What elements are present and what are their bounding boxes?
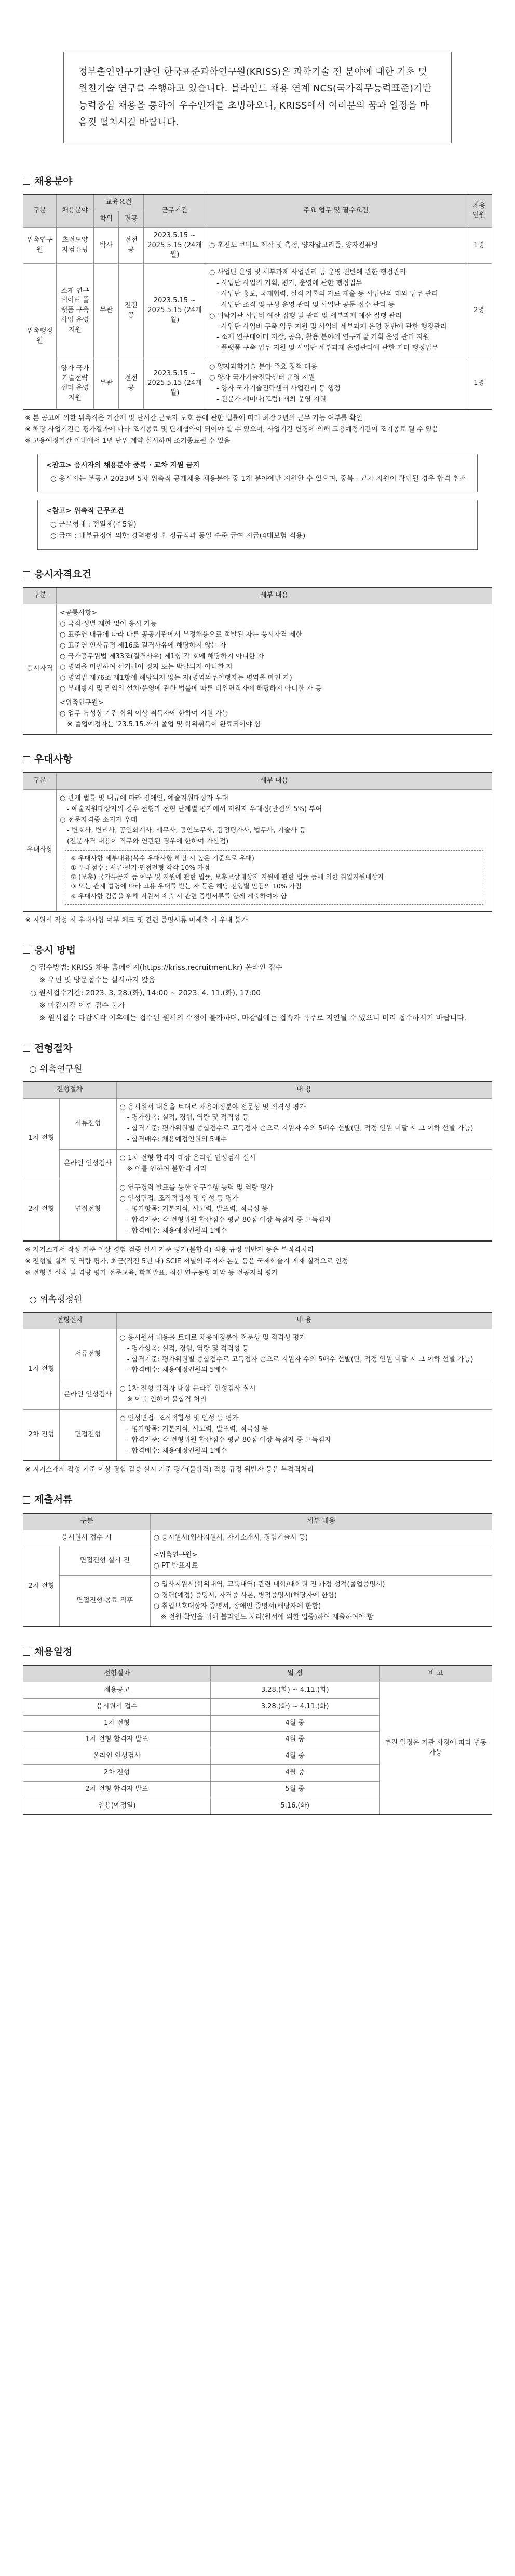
table-row	[23, 789, 492, 911]
duty-item: ○ 사업단 운영 및 세부과제 사업관리 등 운영 전반에 관한 행정관리	[209, 268, 406, 277]
table-cell: 면접전형 종료 직후	[60, 1576, 151, 1627]
list-item: (전문자격 내용이 직무와 연관된 경우에 한하여 가산점)	[67, 838, 229, 846]
table-cell: 2차 전형	[23, 1546, 60, 1627]
duty-item: ○ 위탁기관 사업비 예산 집행 및 관리 및 세부과제 예산 집행 관리	[209, 312, 402, 320]
list-item: - 합격기준: 평가위원별 종합점수로 고득점자 순으로 지원자 수의 5배수 선발(단, 적정 인원 미달 시 그 이하 선발 가능)	[127, 1355, 473, 1364]
list-item: ○ 병역을 미필하여 선거권이 정지 또는 박탈되지 아니한 자	[60, 663, 233, 671]
section-application-method	[23, 943, 492, 1024]
table-cell: 2023.5.15 ~ 2025.5.15 (24개월)	[144, 358, 206, 410]
duty-item: - 사업단 사업비 구축 업무 지원 및 사업비 세부과제 운영 전반에 관한 행정관리	[216, 322, 447, 331]
table-cell: 무관	[94, 264, 119, 358]
table-cell: 임용(예정일)	[23, 1798, 211, 1814]
duty-item: - 사업단 홍보, 국제협력, 실적 기록의 자료 제출 등 사업단의 대외 업무 관리	[216, 290, 438, 299]
table-cell	[116, 1098, 492, 1149]
duty-item: ○ 초전도 큐비트 제작 및 측정, 양자알고리즘, 양자컴퓨팅	[209, 241, 378, 249]
table-row	[23, 1179, 492, 1241]
list-item: ○ 업무 특성상 기관 학위 이상 취득자에 한하여 지원 가능	[60, 709, 228, 718]
list-item: ○ 1차 전형 합격자 대상 온라인 인성검사 실시	[119, 1385, 256, 1393]
table-cell: 응시원서 접수 시	[23, 1530, 151, 1546]
table-cell: ○ 응시원서(입사지원서, 자기소개서, 경험기술서 등)	[150, 1530, 492, 1546]
eligibility-table	[23, 587, 492, 735]
table-cell: 채용공고	[23, 1682, 211, 1698]
paragraph-line: ※ 우편 및 방문접수는 실시하지 않음	[39, 976, 156, 985]
table-cell: 2명	[466, 264, 492, 358]
square-bullet-icon	[23, 1045, 30, 1052]
table-row	[23, 1409, 492, 1461]
table-cell: 전전공	[119, 227, 144, 264]
table-cell	[57, 604, 492, 735]
section-title	[23, 943, 492, 958]
paragraph-line: ※ 원서접수 마감시각 이후에는 접수된 원서의 수정이 불가하며, 마감일에는 접속자 폭주로 지연될 수 있으니 미리 접수하시기 바랍니다.	[39, 1014, 467, 1023]
detail-line: ① 우대점수 : 서류·필기·면접전형 각각 10% 가점	[71, 864, 210, 872]
square-bullet-icon	[23, 1496, 30, 1504]
list-item: - 평가항목: 실적, 경험, 역량 및 적격성 등	[127, 1344, 249, 1353]
duty-item: ○ 양자 국가기술전략센터 운영 지원	[209, 373, 315, 382]
list-item: - 평가항목: 실적, 경험, 역량 및 적격성 등	[127, 1114, 249, 1122]
header-cell: 내 용	[116, 1312, 492, 1329]
subsection-title: ○ 위촉행정원	[29, 1294, 83, 1305]
table-cell: 2차 전형	[23, 1765, 211, 1782]
section-title-text: 응시 방법	[34, 944, 76, 956]
list-item: - 예술지원대상자의 경우 전형과 전형 단계별 평가에서 지원자 우대점(만점의 5%) 부여	[67, 805, 322, 813]
table-cell: 1명	[466, 358, 492, 410]
process-table-admin	[23, 1312, 492, 1461]
table-cell: 5.16.(화)	[211, 1798, 380, 1814]
table-cell: 전전공	[119, 358, 144, 410]
reference-box-work-conditions	[37, 500, 478, 550]
positions-table	[23, 194, 492, 410]
header-cell: 구분	[23, 1513, 151, 1530]
table-cell	[150, 1576, 492, 1627]
note-line: ※ 전형별 실적 및 역량 평가 전문교육, 학회발표, 최신 연구동향 파악 등 전공지식 평가	[25, 1269, 278, 1277]
reference-box-duplicate-application	[37, 454, 478, 492]
section-title	[23, 568, 492, 582]
header-cell: 내 용	[116, 1082, 492, 1098]
table-cell: 1차 전형 합격자 발표	[23, 1732, 211, 1748]
subsection-title: ○ 위촉연구원	[29, 1064, 83, 1075]
header-cell: 구분	[23, 773, 57, 789]
header-cell: 전형절차	[23, 1082, 117, 1098]
section-title-text: 응시자격요건	[34, 568, 92, 580]
paragraph-line: ○ 원서접수기간: 2023. 3. 28.(화), 14:00 ~ 2023. 4. 11.(화), 17:00	[30, 989, 261, 997]
square-bullet-icon	[23, 756, 30, 763]
table-cell: 서류전형	[60, 1098, 117, 1149]
table-cell: 서류전형	[60, 1329, 117, 1380]
list-item: - 변호사, 변리사, 공인회계사, 세무사, 공인노무사, 감정평가사, 법무사, 기술사 등	[67, 827, 306, 835]
note-line: ※ 본 공고에 의한 위촉직은 기간제 및 단시간 근로자 보호 등에 관한 법률에 따라 최장 2년의 근무 가능 여부를 확인	[25, 414, 363, 423]
table-cell: 4월 중	[211, 1715, 380, 1732]
square-bullet-icon	[23, 1649, 30, 1656]
table-cell: 1차 전형	[23, 1715, 211, 1732]
header-cell: 전공	[119, 211, 144, 227]
detail-line: ② (보훈) 국가유공자 등 예우 및 지원에 관한 법률, 보훈보상대상자 지원에 관한 법률 등에 의한 취업지원대상자	[71, 873, 384, 881]
table-cell: 1차 전형	[23, 1098, 60, 1179]
square-bullet-icon	[23, 947, 30, 954]
section-title-text: 우대사항	[34, 753, 73, 765]
table-cell: 박사	[94, 227, 119, 264]
header-cell: 채용분야	[57, 194, 94, 227]
header-cell: 비 고	[380, 1665, 492, 1682]
table-cell	[116, 1329, 492, 1380]
table-cell: 2023.5.15 ~ 2025.5.15 (24개월)	[144, 264, 206, 358]
table-row	[23, 358, 492, 410]
table-row	[23, 1530, 492, 1546]
table-cell	[206, 264, 466, 358]
list-item: - 평가항목: 기본지식, 사고력, 발표력, 적극성 등	[127, 1205, 268, 1213]
intro-box	[63, 52, 452, 143]
list-item: ○ 관계 법률 및 내규에 따라 장애인, 예술지원대상자 우대	[60, 794, 228, 802]
section-preferences	[23, 752, 492, 925]
note-line: ※ 고용예정기간 이내에서 1년 단위 계약 실시하며 조기종료될 수 있음	[25, 437, 231, 446]
list-item: ○ 취업보호대상자 증명서, 장애인 증명서(해당자에 한함)	[153, 1602, 321, 1610]
list-item: <위촉연구원>	[153, 1551, 198, 1559]
list-item: ○ 인성면접: 조직적합성 및 인성 등 평가	[119, 1194, 239, 1203]
table-cell: 응시원서 접수	[23, 1698, 211, 1715]
list-item: - 평가항목: 기본지식, 사고력, 발표력, 적극성 등	[127, 1425, 268, 1433]
list-item: <위촉연구원>	[60, 698, 104, 707]
list-item: ○ 국적·성별 제한 없이 응시 가능	[60, 620, 157, 628]
table-row	[23, 1098, 492, 1149]
note-line: ※ 지원서 작성 시 우대사항 여부 체크 및 관련 증명서류 미제출 시 우대 불가	[25, 916, 248, 924]
table-cell: 1명	[466, 227, 492, 264]
header-cell: 세부 내용	[150, 1513, 492, 1530]
table-cell: 양자 국가기술전략센터 운영지원	[57, 358, 94, 410]
table-cell: 3.28.(화) ~ 4.11.(화)	[211, 1698, 380, 1715]
header-cell: 세부 내용	[57, 587, 492, 604]
section-title-text: 채용일정	[34, 1646, 73, 1658]
note-line: ※ 지기소개서 작성 기준 이상 경험 검증 실시 기준 평가(불합격) 적용 규정 위반자 등은 부적격처리	[25, 1246, 314, 1254]
duty-item: - 양자 국가기술전략센터 사업관리 등 행정	[216, 384, 341, 393]
section-title-text: 전형절차	[34, 1042, 73, 1054]
list-item: ○ 병역법 제76조 제1항에 해당되지 않는 자(병역의무이행자는 병역을 마친 자)	[60, 674, 292, 682]
table-row	[23, 1546, 492, 1576]
table-cell	[116, 1380, 492, 1410]
table-cell: 2차 전형 합격자 발표	[23, 1781, 211, 1798]
header-cell: 전형절차	[23, 1665, 211, 1682]
detail-line: ※ 우대사항 세부내용(복수 우대사항 해당 시 높은 기준으로 우대)	[71, 854, 254, 862]
duty-item: ○ 양자과학기술 분야 주요 정책 대응	[209, 363, 317, 371]
table-cell	[116, 1149, 492, 1179]
table-cell: 3.28.(화) ~ 4.11.(화)	[211, 1682, 380, 1698]
process-table-researcher	[23, 1081, 492, 1242]
table-cell: 4월 중	[211, 1748, 380, 1765]
list-item: ○ 전문자격증 소지자 우대	[60, 816, 138, 824]
table-row	[23, 604, 492, 735]
header-cell: 세부 내용	[57, 773, 492, 789]
table-cell	[57, 789, 492, 911]
table-cell: 전전공	[119, 264, 144, 358]
list-item: ※ 이를 인하여 불합격 처리	[127, 1396, 207, 1404]
documents-table	[23, 1513, 492, 1628]
list-item: ○ 경력(예정) 증명서, 자격증 사본, 병적증명서(해당자에 한함)	[153, 1591, 337, 1599]
intro-text: 정부출연연구기관인 한국표준과학연구원(KRISS)은 과학기술 전 분야에 대한 기초 및 원천기술 연구를 수행하고 있습니다. 블라인드 채용 연계 NCS(국가직무능력표준)기반 능력중심 채용을 통하여 우수인재를 초빙하오니, KRISS에서 여러분의 꿈과 열정을 마음껏 펼치시길 바랍니다.	[78, 66, 432, 128]
paragraph-line: ※ 마감시각 이후 접수 불가	[39, 1001, 125, 1010]
duty-item: - 소재 연구데이터 저장, 공유, 활용 분야의 연구개발 기획 운영 관리 지원	[216, 333, 430, 342]
reference-line: ○ 급여 : 내부규정에 의한 경력평정 후 정규직과 동일 수준 급여 지급(4대보험 적용)	[50, 532, 306, 541]
table-cell	[150, 1546, 492, 1576]
header-cell: 학위	[94, 211, 119, 227]
list-item: - 합격기준: 각 전형위원 합산점수 평균 80점 이상 득점자 중 고득점자	[127, 1216, 331, 1224]
table-row	[23, 264, 492, 358]
table-cell	[116, 1409, 492, 1461]
paragraph-line: ○ 접수방법: KRISS 채용 홈페이지(https://kriss.recruitment.kr) 온라인 접수	[30, 964, 282, 973]
header-cell: 전형절차	[23, 1312, 117, 1329]
process-notes-admin	[25, 1465, 492, 1475]
table-cell: 4월 중	[211, 1765, 380, 1782]
section-selection-process	[23, 1042, 492, 1476]
list-item: ※ 전원 확인을 위해 블라인드 처리(원서에 의한 입증)하여 제출하여야 함	[160, 1613, 374, 1621]
reference-title: <참고> 응시자의 채용분야 중복 · 교차 지원 금지	[46, 461, 200, 469]
header-cell: 구분	[23, 587, 57, 604]
reference-line: ○ 응시자는 본공고 2023년 5차 위촉직 공개채용 채용분야 중 1개 분야에만 지원할 수 있으며, 중복 · 교차 지원이 확인될 경우 합격 취소	[50, 474, 467, 483]
square-bullet-icon	[23, 178, 30, 185]
section-title	[23, 1042, 492, 1056]
square-bullet-icon	[23, 571, 30, 578]
list-item: - 합격기준: 각 전형위원 합산점수 평균 80점 이상 득점자 중 고득점자	[127, 1436, 331, 1444]
table-row	[23, 1682, 492, 1698]
detail-line: ③ 또는 관계 법령에 따라 고용 우대를 받는 자 등은 해당 전형별 만점의 10% 가점	[71, 882, 302, 891]
table-cell: 위촉연구원	[23, 227, 57, 264]
preference-detail-box	[65, 850, 483, 905]
table-cell: 온라인 인성검사	[60, 1380, 117, 1410]
duty-item: - 전문가 세미나(포럼) 개최 운영 지원	[216, 395, 327, 403]
note-line: ※ 해당 사업기간은 평가결과에 따라 조기종료 및 단계협약이 되어야 할 수 있으며, 사업기간 변경에 의해 고용예정기간이 조기종료 될 수 있음	[25, 426, 439, 434]
note-line: ※ 지기소개서 작성 기준 이상 경험 검증 실시 기준 평가(불합격) 적용 규정 위반자 등은 부적격처리	[25, 1466, 314, 1474]
list-item: ○ 응시원서 내용을 토대로 채용예정분야 전문성 및 적격성 평가	[119, 1103, 306, 1111]
note-line: ※ 전형별 실적 및 역량 평가, 최근(직전 5년 내) SCIE 저널의 주저자 논문 등은 국제학술지 게재 실적으로 인정	[25, 1257, 348, 1265]
list-item: ○ 응시원서 내용을 토대로 채용예정분야 전문성 및 적격성 평가	[119, 1333, 306, 1342]
table-cell	[206, 227, 466, 264]
list-item: ○ 부패방지 및 권익위 설치·운영에 관한 법률에 따른 비위면직자에 해당하지 아니한 자 등	[60, 685, 322, 693]
section-title	[23, 1645, 492, 1660]
table-cell: 2023.5.15 ~ 2025.5.15 (24개월)	[144, 227, 206, 264]
section-title	[23, 174, 492, 189]
table-cell: 위촉행정원	[23, 264, 57, 410]
list-item: ○ 입사지원서(학위내역, 교육내역) 관련 대학/대학원 전 과정 성적(졸업증명서)	[153, 1581, 385, 1589]
process-notes-researcher	[25, 1246, 492, 1278]
table-cell: 1차 전형	[23, 1329, 60, 1409]
list-item: - 합격배수: 채용예정인원의 1배수	[127, 1447, 227, 1455]
duty-item: - 사업단 조직 및 구성 운영 관리 및 사업단 공문 접수 관리 등	[216, 301, 395, 309]
list-item: <공통사항>	[60, 609, 98, 617]
table-cell: 면접전형	[60, 1409, 117, 1461]
list-item: ※ 이를 인하여 불합격 처리	[127, 1165, 207, 1173]
list-item: ○ 1차 전형 합격자 대상 온라인 인성검사 실시	[119, 1154, 256, 1162]
preferences-table	[23, 772, 492, 912]
table-row	[23, 1329, 492, 1380]
list-item: ○ 연구경력 발표를 통한 연구수행 능력 및 역량 평가	[119, 1183, 274, 1192]
list-item: - 합격배수: 채용예정인원의 5배수	[127, 1366, 227, 1374]
section-eligibility	[23, 568, 492, 735]
table-cell: 초전도양자컴퓨팅	[57, 227, 94, 264]
table-cell: 4월 중	[211, 1732, 380, 1748]
list-item: ○ 표준연 내규에 따라 다른 공공기관에서 부정채용으로 적발된 자는 응시자격 제한	[60, 630, 303, 639]
list-item: - 합격배수: 채용예정인원의 1배수	[127, 1227, 227, 1235]
section-documents	[23, 1493, 492, 1627]
preferences-note	[25, 916, 492, 926]
section-title-text: 제출서류	[34, 1494, 73, 1506]
list-item: ○ 표준연 인사규정 제16조 결격사유에 해당하지 않는 자	[60, 641, 226, 650]
list-item: ○ PT 발표자료	[153, 1562, 198, 1570]
list-item: - 합격배수: 채용예정인원의 5배수	[127, 1136, 227, 1144]
table-cell	[116, 1179, 492, 1241]
duty-item: - 플랫폼 구축 업무 지원 및 사업단 세부과제 운영관리에 관한 기타 행정업무	[216, 344, 438, 353]
table-cell: 소재 연구 데이터 플랫폼 구축사업 운영지원	[57, 264, 94, 358]
header-cell: 주요 업무 및 필수요건	[206, 194, 466, 227]
table-cell: 우대사항	[23, 789, 57, 911]
header-cell: 구분	[23, 194, 57, 227]
header-cell: 일 정	[211, 1665, 380, 1682]
table-row	[23, 227, 492, 264]
section-schedule	[23, 1645, 492, 1815]
section-title-text: 채용분야	[34, 175, 73, 187]
table-cell: 응시자격	[23, 604, 57, 735]
header-cell: 근무기간	[144, 194, 206, 227]
positions-notes	[25, 414, 492, 447]
schedule-table	[23, 1665, 492, 1815]
table-cell: 5월 중	[211, 1781, 380, 1798]
table-cell: 무관	[94, 358, 119, 410]
table-row	[23, 1380, 492, 1410]
table-cell: 면접전형	[60, 1179, 117, 1241]
table-cell: 2차 전형	[23, 1409, 60, 1461]
table-cell	[206, 358, 466, 410]
reference-title: <참고> 위촉직 근무조건	[46, 507, 124, 516]
duty-item: - 사업단 사업의 기획, 평가, 운영에 관한 행정업무	[216, 279, 362, 288]
table-cell: 온라인 인성검사	[60, 1149, 117, 1179]
reference-line: ○ 근무형태 : 전일제(주5일)	[50, 520, 137, 529]
table-cell: 2차 전형	[23, 1179, 60, 1241]
section-positions	[23, 174, 492, 550]
header-cell: 채용인원	[466, 194, 492, 227]
table-row	[23, 1576, 492, 1627]
table-cell: 면접전형 실시 전	[60, 1546, 151, 1576]
table-cell: 온라인 인성검사	[23, 1748, 211, 1765]
list-item: ○ 인성면접: 조직적합성 및 인성 등 평가	[119, 1414, 239, 1422]
header-cell: 교육요건	[94, 194, 144, 211]
list-item: ○ 국가공무원법 제33조(결격사유) 제1항 각 호에 해당하지 아니한 자	[60, 652, 264, 660]
table-cell: 추진 일정은 기관 사정에 따라 변동 가능	[380, 1682, 492, 1814]
list-item: ※ 졸업예정자는 '23.5.15.까지 졸업 및 학위취득이 완료되어야 함	[67, 720, 261, 729]
detail-line: ※ 우대사항 검증을 위해 지원서 제출 시 관련 증빙서류를 함께 제출하여야 함	[71, 892, 287, 900]
section-title	[23, 1493, 492, 1507]
list-item: - 합격기준: 평가위원별 종합점수로 고득점자 순으로 지원자 수의 5배수 선발(단, 적정 인원 미달 시 그 이하 선발 가능)	[127, 1125, 473, 1133]
application-method-text	[30, 963, 492, 1023]
section-title	[23, 752, 492, 767]
table-row	[23, 1149, 492, 1179]
